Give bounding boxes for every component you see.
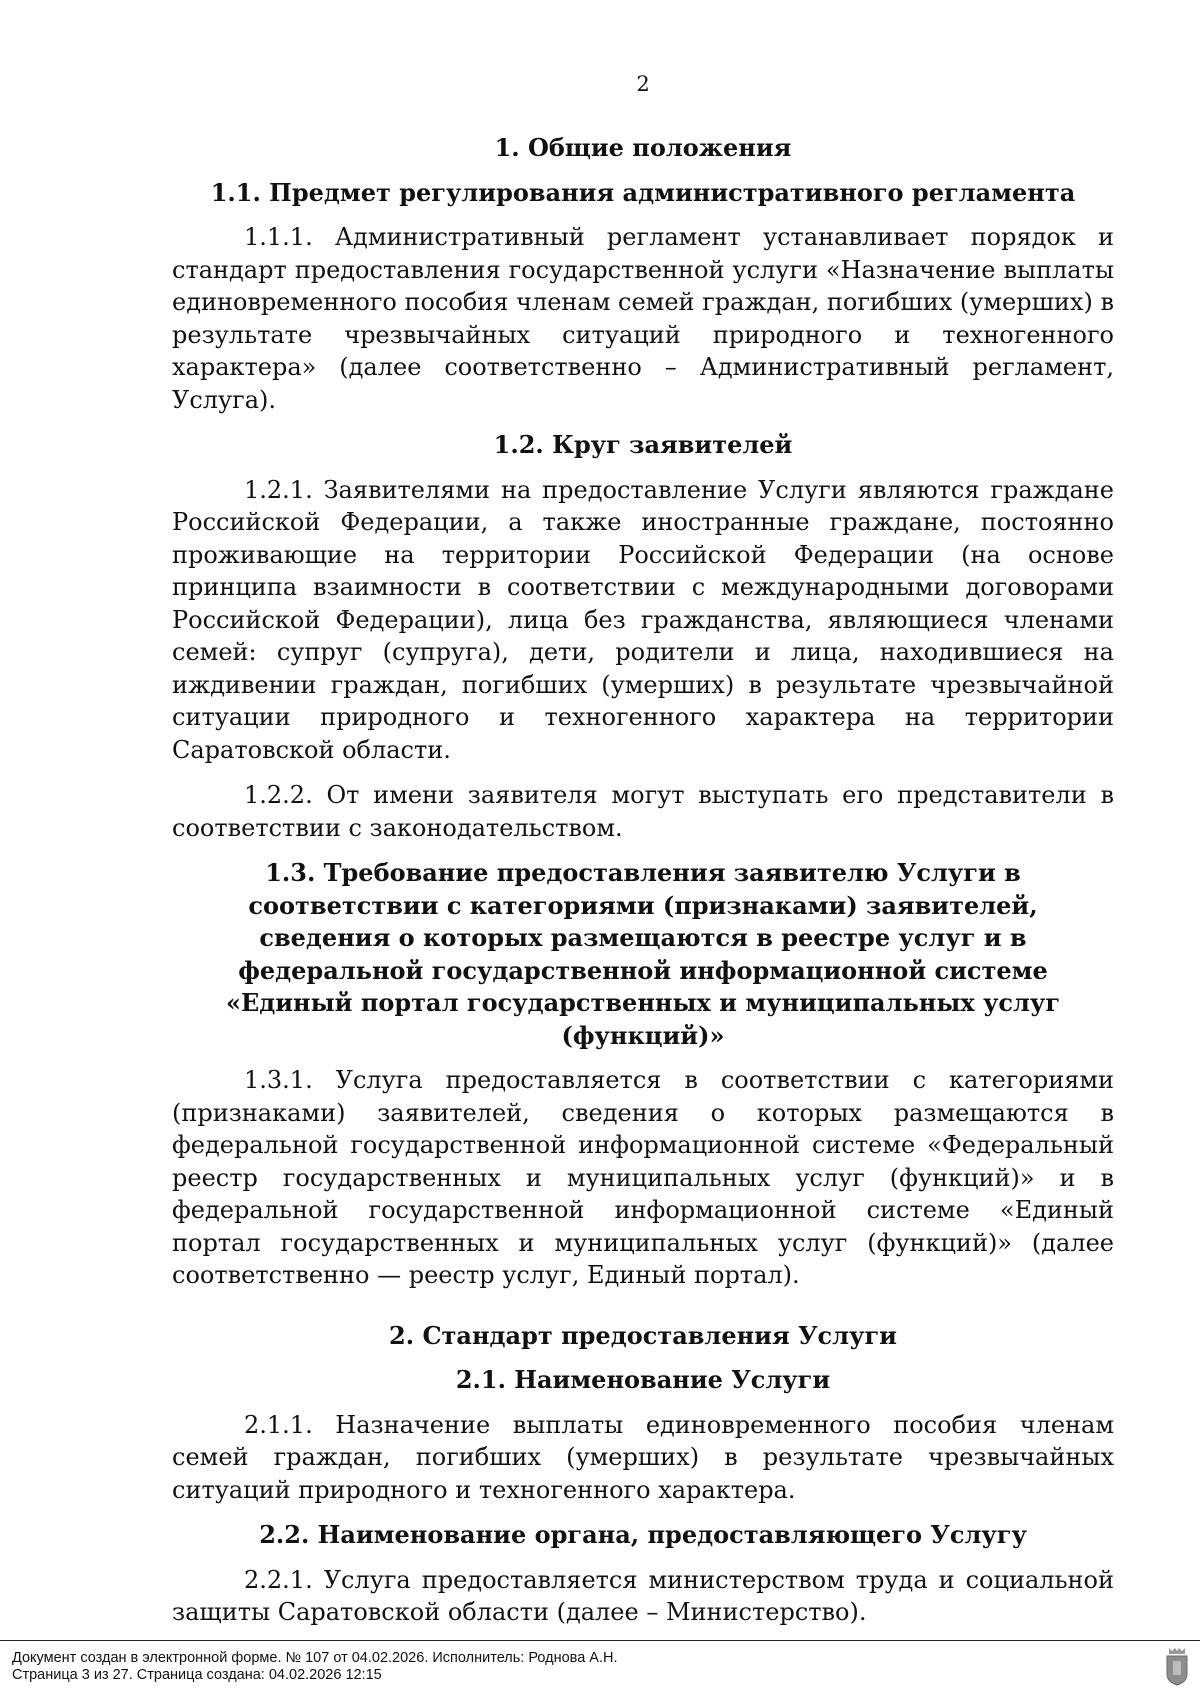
subsection-heading: 2.2. Наименование органа, предоставляющего Услугу bbox=[259, 1520, 1027, 1549]
footer-text bbox=[12, 1650, 618, 1684]
section-heading: 1. Общие положения bbox=[494, 133, 792, 162]
document-body bbox=[172, 132, 1114, 1642]
paragraph: 1.2.2. От имени заявителя могут выступать его представители в соответствии с законодательством. bbox=[172, 781, 1114, 842]
paragraph: 1.2.1. Заявителями на предоставление Услуги являются граждане Российской Федерации, а также иностранные граждане, постоянно проживающие на территории Российской Федерации (на основе принципа взаимности в соответствии с международными договорами Российской Федерации), лица без гражданства, являющиеся членами семей: супруг (супруга), дети, родители и лица, находившиеся на иждивении граждан, погибших (умерших) в результате чрезвычайной ситуации природного и техногенного характера на территории Саратовской области. bbox=[172, 475, 1114, 764]
footer-line-document: Документ создан в электронной форме. № 107 от 04.02.2026. Исполнитель: Роднова А.Н. bbox=[12, 1650, 618, 1666]
subsection-heading: 2.1. Наименование Услуги bbox=[455, 1365, 831, 1394]
subsection-heading: 1.1. Предмет регулирования административного регламента bbox=[210, 177, 1076, 207]
paragraph: 1.1.1. Административный регламент устанавливает порядок и стандарт предоставления государственной услуги «Назначение выплаты единовременного пособия членам семей граждан, погибших (умерших) в результате чрезвычайных ситуаций природного и техногенного характера» (далее соответственно – Административный регламент, Услуга). bbox=[172, 223, 1114, 414]
section-heading: 2. Стандарт предоставления Услуги bbox=[389, 1320, 897, 1350]
paragraph: 1.3.1. Услуга предоставляется в соответствии с категориями (признаками) заявителей, сведения о которых размещаются в федеральной государственной информационной системе «Федеральный реестр государственных и муниципальных услуг (функций)» и в федеральной государственной информационной системе «Единый портал государственных и муниципальных услуг (функций)» (далее соответственно — реестр услуг, Единый портал). bbox=[172, 1066, 1114, 1289]
paragraph: 2.2.1. Услуга предоставляется министерством труда и социальной защиты Саратовской области (далее – Министерство). bbox=[172, 1565, 1114, 1626]
coat-of-arms-icon bbox=[1164, 1646, 1190, 1686]
page-number: 2 bbox=[636, 72, 650, 96]
subsection-heading: 1.3. Требование предоставления заявителю Услуги в соответствии с категориями (признаками) заявителей, сведения о которых размещаются в реестре услуг и в федеральной государственной информационной системе «Единый портал государственных и муниципальных услуг (функций)» bbox=[225, 858, 1061, 1050]
paragraph: 2.1.1. Назначение выплаты единовременного пособия членам семей граждан, погибших (умерших) в результате чрезвычайных ситуаций природного и техногенного характера. bbox=[172, 1410, 1114, 1504]
subsection-heading: 1.2. Круг заявителей bbox=[493, 430, 793, 459]
footer-line-page: Страница 3 из 27. Страница создана: 04.02.2026 12:15 bbox=[12, 1667, 382, 1683]
document-footer bbox=[0, 1640, 1200, 1699]
